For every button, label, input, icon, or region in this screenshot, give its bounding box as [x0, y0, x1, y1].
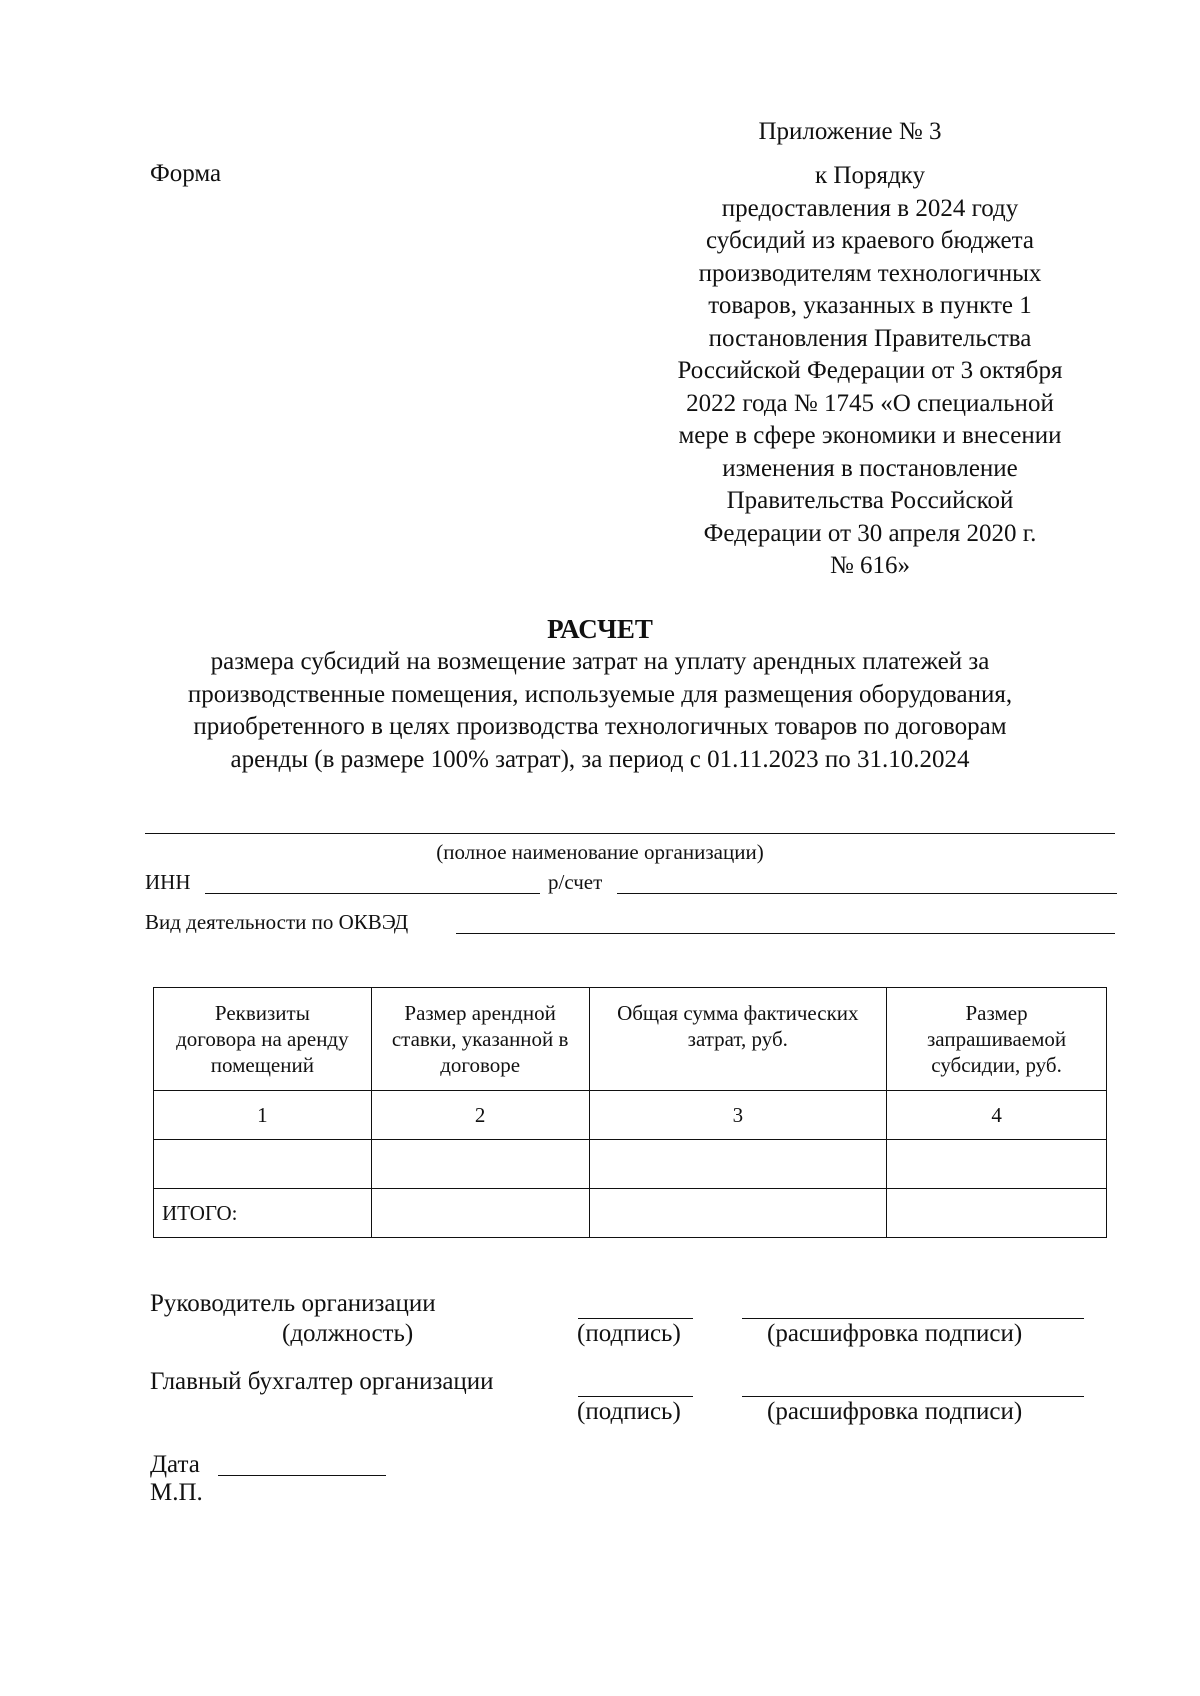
subtitle-line: размера субсидий на возмещение затрат на уплату арендных платежей за: [210, 648, 990, 675]
appendix-line: субсидий из краевого бюджета: [706, 227, 1034, 254]
appendix-line: товаров, указанных в пункте 1: [708, 292, 1032, 319]
head-decoding-caption: (расшифровка подписи): [767, 1320, 1023, 1347]
head-signature-field[interactable]: [578, 1318, 693, 1319]
accountant-label: Главный бухгалтер организации: [150, 1368, 494, 1395]
appendix-line: № 616»: [829, 552, 911, 579]
column-number: 4: [887, 1091, 1107, 1140]
appendix-title: Приложение № 3: [758, 118, 942, 145]
calculation-table: [153, 987, 1107, 1238]
appendix-line: 2022 года № 1745 «О специальной: [686, 389, 1054, 417]
header-rent-rate: Размер арендной ставки, указанной в договоре: [371, 988, 589, 1091]
inn-field[interactable]: [205, 893, 540, 894]
header-requested-subsidy: Размер запрашиваемой субсидии, руб.: [887, 988, 1107, 1091]
inn-label: ИНН: [145, 870, 191, 894]
head-decoding-field[interactable]: [742, 1318, 1084, 1319]
date-field[interactable]: [218, 1475, 386, 1476]
org-name-caption: (полное наименование организации): [436, 840, 764, 864]
subtitle-line: аренды (в размере 100% затрат), за период с 01.11.2023 по 31.10.2024: [230, 745, 970, 773]
head-label: Руководитель организации: [150, 1290, 436, 1317]
total-actual-costs-cell[interactable]: [589, 1189, 887, 1238]
appendix-line: производителям технологичных: [698, 259, 1042, 287]
requested-subsidy-cell[interactable]: [887, 1140, 1107, 1189]
head-position-caption: (должность): [282, 1320, 414, 1347]
appendix-line: Российской Федерации от 3 октября: [677, 357, 1063, 384]
table-row: [154, 1140, 1107, 1189]
appendix-line: мере в сфере экономики и внесении: [678, 422, 1062, 449]
appendix-line: предоставления в 2024 году: [721, 194, 1019, 222]
okved-label: Вид деятельности по ОКВЭД: [145, 910, 409, 934]
header-actual-costs: Общая сумма фактических затрат, руб.: [589, 988, 887, 1091]
accountant-signature-caption: (подпись): [577, 1398, 681, 1425]
document-title: РАСЧЕТ: [547, 614, 653, 644]
account-field[interactable]: [617, 893, 1117, 894]
table-total-row: [154, 1189, 1107, 1238]
header-contract-details: Реквизиты договора на аренду помещений: [154, 988, 372, 1091]
total-requested-subsidy-cell[interactable]: [887, 1189, 1107, 1238]
contract-details-cell[interactable]: [154, 1140, 372, 1189]
appendix-reference: [645, 160, 1095, 583]
total-label: ИТОГО:: [154, 1189, 372, 1238]
total-rent-rate-cell[interactable]: [371, 1189, 589, 1238]
form-label: Форма: [150, 160, 222, 187]
org-name-field[interactable]: [145, 833, 1115, 834]
accountant-signature-field[interactable]: [578, 1396, 693, 1397]
account-label: р/счет: [548, 870, 603, 894]
stamp-label: М.П.: [150, 1479, 203, 1506]
appendix-line: к Порядку: [815, 162, 925, 189]
table-header-row: [154, 988, 1107, 1091]
column-number: 2: [371, 1091, 589, 1140]
accountant-decoding-field[interactable]: [742, 1396, 1084, 1397]
column-number: 1: [154, 1091, 372, 1140]
accountant-decoding-caption: (расшифровка подписи): [767, 1398, 1023, 1425]
okved-field[interactable]: [456, 933, 1115, 934]
date-label: Дата: [150, 1451, 200, 1478]
column-number: 3: [589, 1091, 887, 1140]
appendix-line: Федерации от 30 апреля 2020 г.: [703, 519, 1037, 547]
subtitle-line: производственные помещения, используемые для размещения оборудования,: [187, 680, 1013, 708]
appendix-line: изменения в постановление: [722, 454, 1018, 482]
subtitle-line: приобретенного в целях производства технологичных товаров по договорам: [193, 713, 1007, 740]
actual-costs-cell[interactable]: [589, 1140, 887, 1189]
rent-rate-cell[interactable]: [371, 1140, 589, 1189]
appendix-line: Правительства Российской: [726, 487, 1014, 514]
table-number-row: [154, 1091, 1107, 1140]
document-subtitle: [100, 646, 1100, 776]
appendix-line: постановления Правительства: [708, 324, 1032, 352]
head-signature-caption: (подпись): [577, 1320, 681, 1347]
